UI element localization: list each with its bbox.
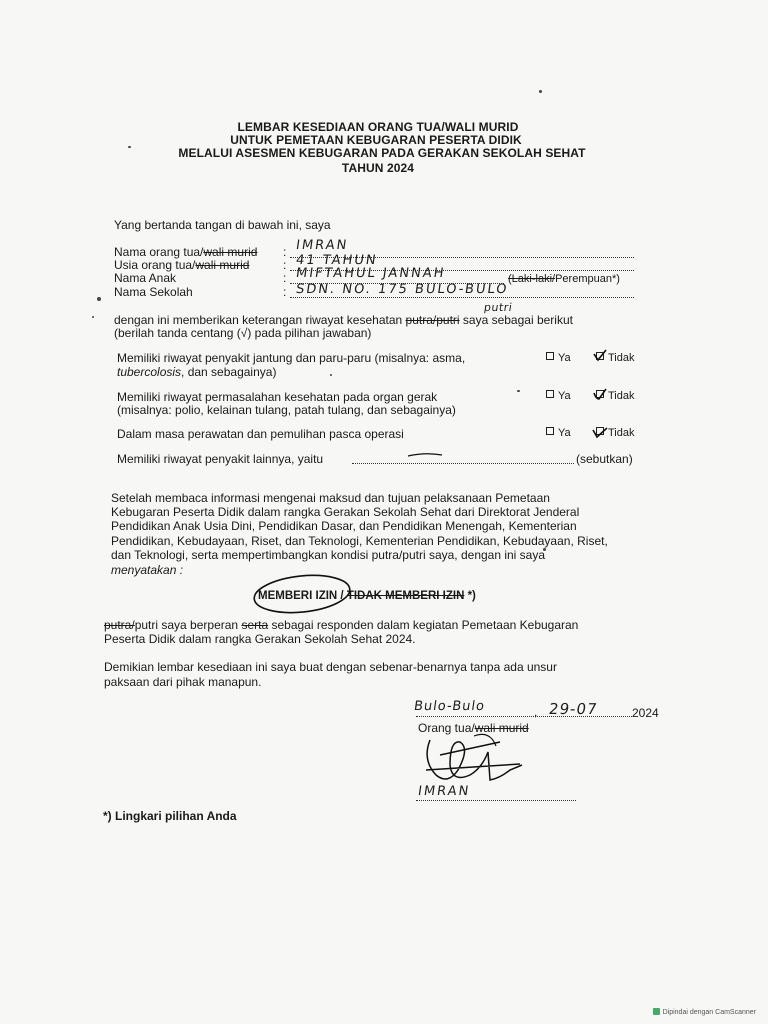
signature-year: 2024	[632, 706, 659, 720]
body-line-2: Kebugaran Peserta Didik dalam rangka Gerakan Sekolah Sehat dari Direktorat Jenderal	[111, 505, 580, 519]
other-history-label: Memiliki riwayat penyakit lainnya, yaitu	[117, 452, 324, 466]
checkbox[interactable]	[546, 390, 554, 398]
intro-text: Yang bertanda tangan di bawah ini, saya	[114, 218, 331, 232]
child-name-value: MIFTAHUL JANNAH	[294, 266, 447, 281]
question-1-line-2: tubercolosis, dan sebagainya)	[117, 365, 277, 379]
body-line-1: Setelah membaca informasi mengenai maksud dan tujuan pelaksanaan Pemetaan	[111, 491, 550, 505]
participation-line-2: Peserta Didik dalam rangka Gerakan Sekolah Sehat 2024.	[104, 632, 416, 646]
camscanner-icon	[653, 1008, 660, 1015]
participation-line-1: putra/putri saya berperan serta sebagai responden dalam kegiatan Pemetaan Kebugaran	[104, 618, 579, 632]
scan-speck	[517, 390, 520, 392]
checkbox[interactable]	[596, 352, 604, 360]
colon: :	[283, 258, 287, 272]
scanner-watermark: Dipindai dengan CamScanner	[653, 1008, 756, 1016]
other-history-scribble	[408, 454, 442, 456]
scan-speck	[330, 374, 332, 376]
colon: :	[283, 285, 287, 299]
body-line-5: dan Teknologi, serta mempertimbangkan kondisi putra/putri saya, dengan ini saya	[111, 548, 546, 562]
scan-speck	[92, 316, 94, 318]
parent-name-value: IMRAN	[294, 238, 350, 253]
checkbox[interactable]	[596, 390, 604, 398]
signature-role: Orang tua/wali murid	[418, 721, 529, 735]
question-2-line-2: (misalnya: polio, kelainan tulang, patah tulang, dan sebagainya)	[117, 403, 456, 417]
scan-speck	[539, 90, 542, 93]
question-3-line-1: Dalam masa perawatan dan pemulihan pasca operasi	[117, 427, 404, 441]
signature-date-line	[416, 716, 632, 717]
gender-option: (Laki-laki/Perempuan*)	[508, 273, 620, 285]
school-name-line	[290, 297, 634, 298]
parent-age-label: Usia orang tua/wali murid	[114, 258, 250, 272]
checkbox[interactable]	[546, 427, 554, 435]
question-1-line-1: Memiliki riwayat penyakit jantung dan paru-paru (misalnya: asma,	[117, 351, 466, 365]
colon: :	[283, 271, 287, 285]
q3-no-option[interactable]: Tidak	[596, 427, 635, 439]
q2-yes-option[interactable]: Ya	[546, 390, 571, 402]
other-history-suffix: (sebutkan)	[576, 452, 633, 466]
footnote: *) Lingkari pilihan Anda	[103, 809, 237, 823]
signature-place: Bulo-Bulo	[412, 699, 486, 714]
title-line-4: TAHUN 2024	[341, 161, 415, 175]
putri-annotation: putri	[483, 301, 514, 314]
question-2-line-1: Memiliki riwayat permasalahan kesehatan pada organ gerak	[117, 390, 438, 404]
body-line-4: Pendidikan, Kebudayaan, Riset, dan Teknologi, Kementerian Pendidikan, Kebudayaan, Riset,	[111, 534, 608, 548]
school-name-value: SDN. NO. 175 BULO-BULO	[294, 282, 510, 297]
parent-name-label: Nama orang tua/wali murid	[114, 245, 258, 259]
title-line-2: UNTUK PEMETAAN KEBUGARAN PESERTA DIDIK	[230, 133, 522, 147]
colon: :	[283, 245, 287, 259]
statement-line-2: (berilah tanda centang (√) pada pilihan jawaban)	[114, 326, 372, 340]
q3-yes-option[interactable]: Ya	[546, 427, 571, 439]
checkbox[interactable]	[596, 427, 604, 435]
date-separator: ,	[534, 705, 538, 719]
signature-name: IMRAN	[416, 784, 472, 799]
other-history-line	[352, 463, 574, 464]
q2-no-option[interactable]: Tidak	[596, 390, 635, 402]
signature-scrawl	[426, 740, 522, 780]
school-name-label: Nama Sekolah	[114, 285, 193, 299]
signature-extra	[474, 734, 496, 746]
q1-no-option[interactable]: Tidak	[596, 352, 635, 364]
title-line-3: MELALUI ASESMEN KEBUGARAN PADA GERAKAN SEKOLAH SEHAT	[178, 146, 586, 160]
permission-choice: MEMBERI IZIN / TIDAK MEMBERI IZIN *)	[258, 590, 476, 602]
closing-line-1: Demikian lembar kesediaan ini saya buat dengan sebenar-benarnya tanpa ada unsur	[104, 660, 557, 674]
q1-yes-option[interactable]: Ya	[546, 352, 571, 364]
checkbox[interactable]	[546, 352, 554, 360]
signature-name-line	[416, 800, 576, 801]
child-name-label: Nama Anak	[114, 271, 177, 285]
scan-speck	[97, 297, 101, 301]
statement-line-1: dengan ini memberikan keterangan riwayat kesehatan putra/putri saya sebagai berikut	[114, 313, 573, 327]
signature-date: 29-07	[547, 700, 599, 718]
closing-line-2: paksaan dari pihak manapun.	[104, 675, 262, 689]
title-line-1: LEMBAR KESEDIAAN ORANG TUA/WALI MURID	[237, 120, 519, 134]
declaration: menyatakan :	[111, 563, 184, 577]
parent-age-value: 41 TAHUN	[294, 253, 379, 268]
body-line-3: Pendidikan Anak Usia Dini, Pendidikan Dasar, dan Pendidikan Menengah, Kementerian	[111, 519, 577, 533]
